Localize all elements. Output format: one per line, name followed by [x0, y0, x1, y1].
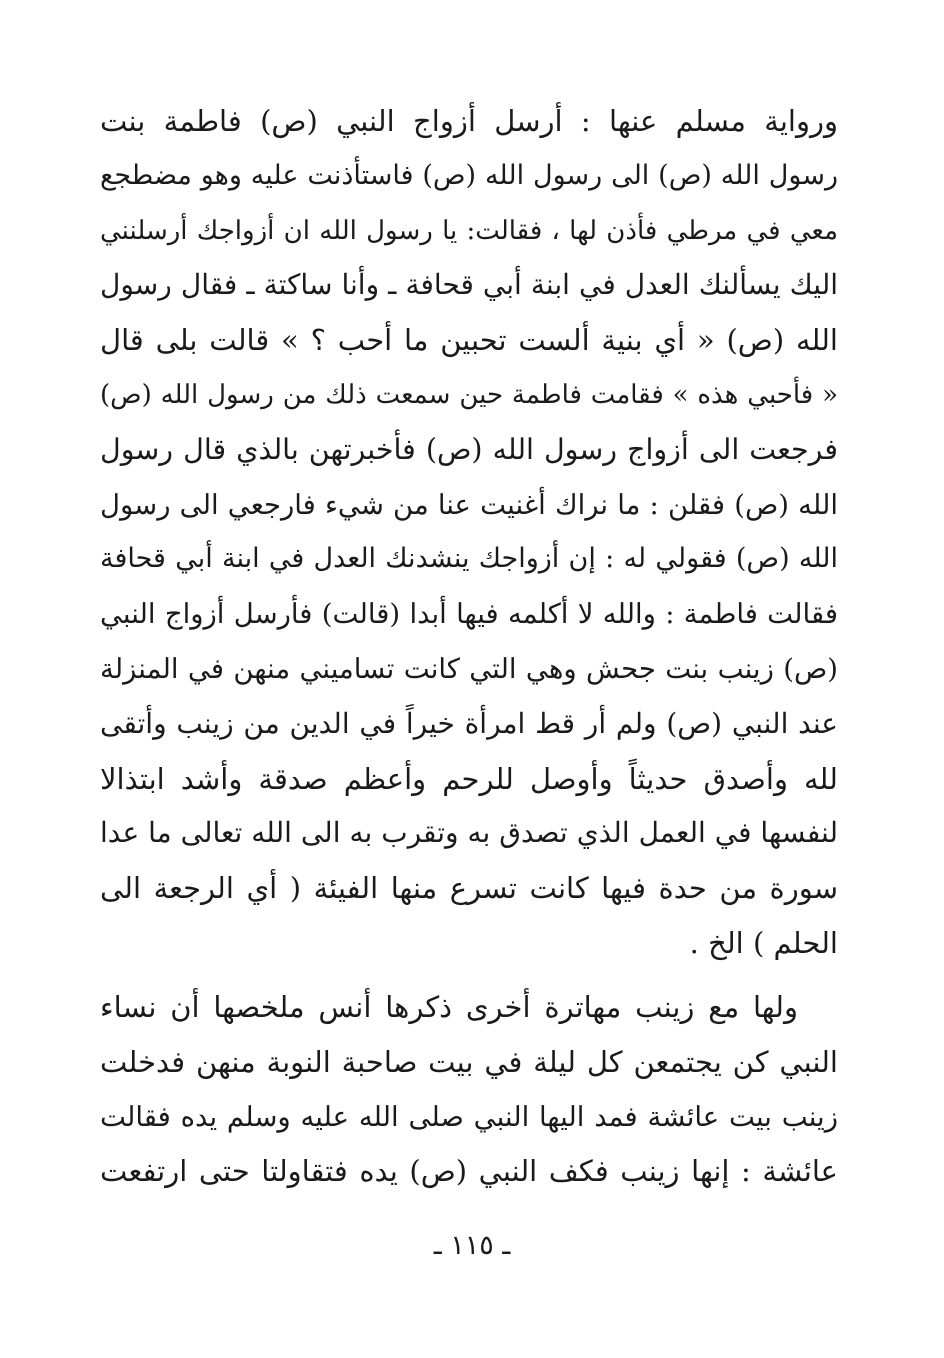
paragraph-1	[100, 94, 838, 971]
text-line: الله (ص) فقولي له : إن أزواجك ينشدنك العدل في ابنة أبي قحافة	[100, 543, 838, 575]
text-line: النبي كن يجتمعن كل ليلة في بيت صاحبة النوبة منهن فدخلت	[100, 1044, 838, 1079]
text-line: فرجعت الى أزواج رسول الله (ص) فأخبرتهن بالذي قال رسول	[100, 432, 838, 466]
text-line: معي في مرطي فأذن لها ، فقالت: يا رسول الله ان أزواجك أرسلنني	[100, 215, 838, 246]
text-line: الله (ص) فقلن : ما نراك أغنيت عنا من شيء فارجعي الى رسول	[100, 488, 838, 521]
text-line: ورواية مسلم عنها : أرسل أزواج النبي (ص) فاطمة بنت	[100, 104, 838, 138]
text-line: عائشة : إنها زينب فكف النبي (ص) يده فتقاولتا حتى ارتفعت	[100, 1154, 838, 1189]
text-line: سورة من حدة فيها كانت تسرع منها الفيئة ( أي الرجعة الى	[100, 871, 838, 906]
text-line: عند النبي (ص) ولم أر قط امرأة خيراً في الدين من زينب وأتقى	[100, 706, 838, 740]
text-line: رسول الله (ص) الى رسول الله (ص) فاستأذنت عليه وهو مضطجع	[100, 159, 838, 191]
text-line: فقالت فاطمة : والله لا أكلمه فيها أبدا (قالت) فأرسل أزواج النبي	[100, 598, 838, 631]
text-line: « فأحبي هذه » فقامت فاطمة حين سمعت ذلك من رسول الله (ص)	[100, 379, 838, 410]
text-line: الله (ص) « أي بنية ألست تحبين ما أحب ؟ » قالت بلى قال	[100, 323, 838, 358]
text-line: زينب بيت عائشة فمد اليها النبي صلى الله عليه وسلم يده فقالت	[100, 1100, 838, 1133]
text-line: (ص) زينب بنت جحش وهي التي كانت تساميني منهن في المنزلة	[100, 652, 838, 685]
paragraph-2	[100, 980, 838, 1199]
page-number: ـ ١١٥ ـ	[433, 1230, 511, 1261]
text-line: لنفسها في العمل الذي تصدق به وتقرب به الى الله تعالى ما عدا	[100, 816, 838, 850]
text-line: ولها مع زينب مهاترة أخرى ذكرها أنس ملخصها أن نساء	[100, 990, 798, 1024]
text-line: لله وأصدق حديثاً وأوصل للرحم وأعظم صدقة وأشد ابتذالا	[100, 761, 838, 796]
text-line: اليك يسألنك العدل في ابنة أبي قحافة ـ وأنا ساكتة ـ فقال رسول	[100, 268, 838, 302]
text-line: الحلم ) الخ .	[689, 925, 838, 960]
